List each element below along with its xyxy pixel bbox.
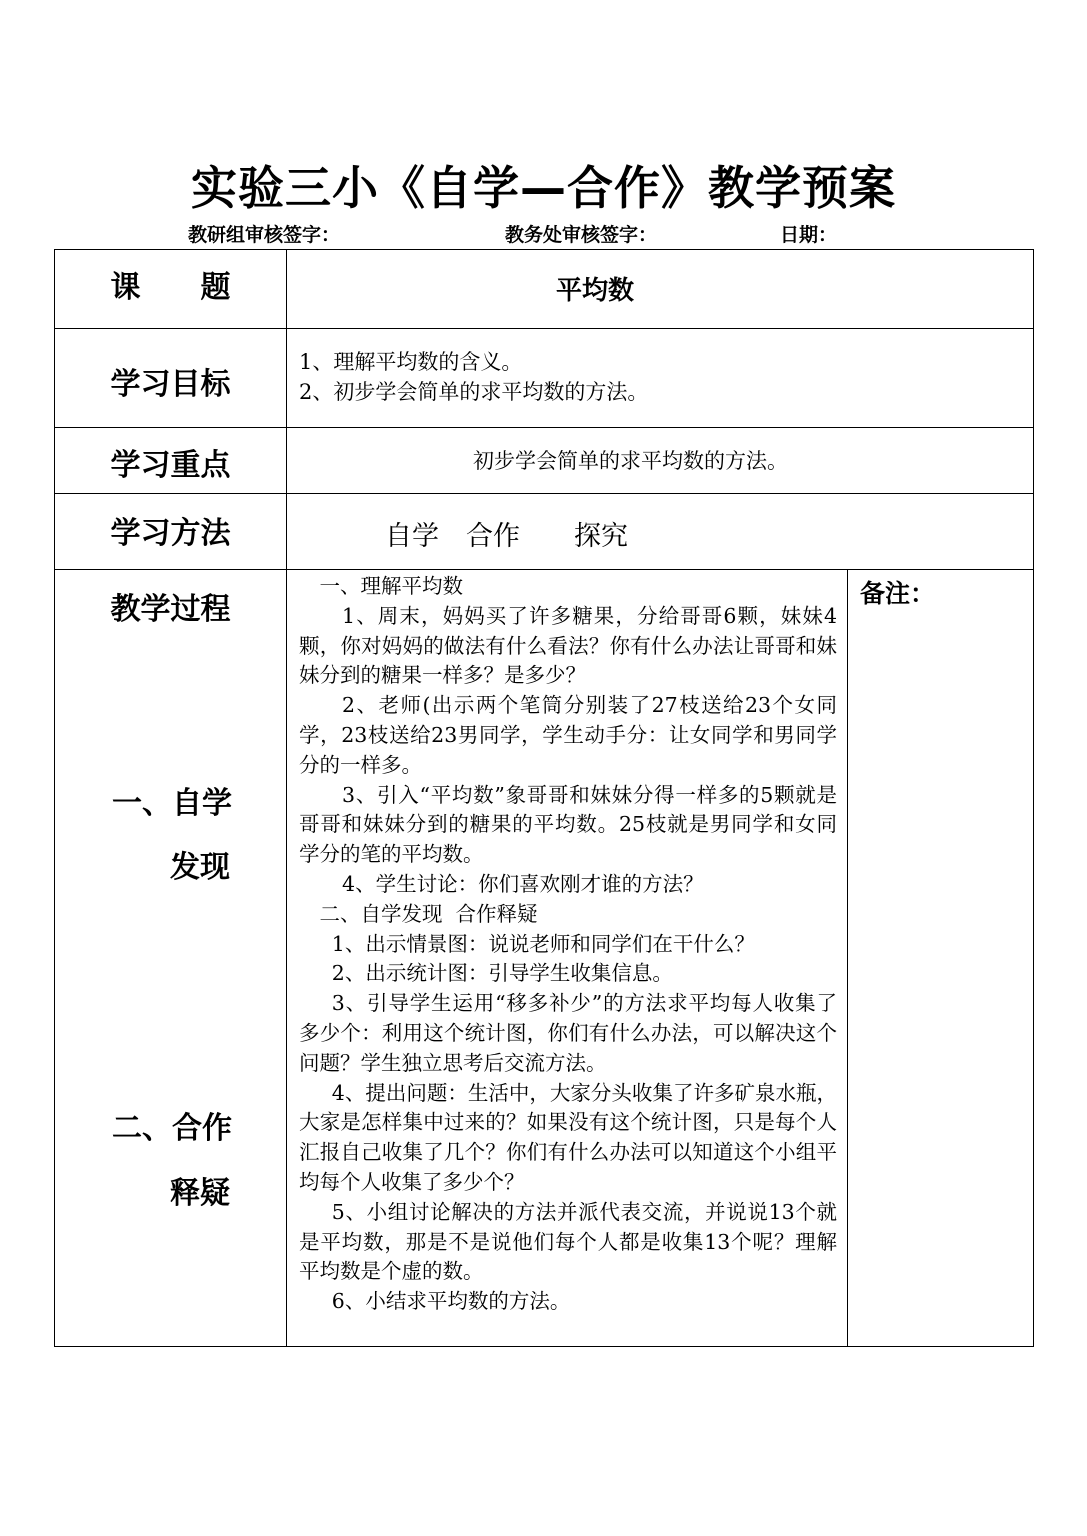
- method-label: 学习方法: [110, 516, 231, 551]
- process-line: 4、提出问题：生活中，大家分头收集了许多矿泉水瓶，大家是怎样集中过来的？如果没有这个统计图，只是每个人汇报自己收集了几个？你们有什么办法可以知道这个小组平均每个人收集了多少个？: [299, 1080, 837, 1194]
- focus-label: 学习重点: [110, 448, 231, 483]
- topic-value: 平均数: [556, 276, 635, 306]
- goal-item: 1、理解平均数的含义。: [299, 350, 523, 374]
- process-heading: 二、自学发现 合作释疑: [319, 901, 538, 926]
- section-cooperation-label: 二、合作: [112, 1111, 232, 1146]
- process-row: [55, 570, 1034, 1347]
- section-cooperation-label-2: 释疑: [170, 1176, 230, 1211]
- process-line: 1、出示情景图：说说老师和同学们在干什么？: [331, 931, 755, 956]
- process-line: 2、出示统计图：引导学生收集信息。: [331, 961, 673, 986]
- focus-value-cell: [287, 428, 1034, 494]
- goals-value-cell: [287, 329, 1034, 428]
- process-line: 4、学生讨论：你们喜欢刚才谁的方法？: [342, 871, 704, 896]
- process-label: 教学过程: [110, 592, 231, 627]
- remark-cell: [848, 570, 1034, 1347]
- topic-row: [55, 250, 1034, 329]
- goals-row: [55, 329, 1034, 428]
- process-line: 3、引导学生运用“移多补少”的方法求平均每人收集了多少个：利用这个统计图，你们有什么办法，可以解决这个问题？学生独立思考后交流方法。: [299, 991, 837, 1075]
- goals-label-cell: [55, 329, 287, 428]
- date-label: 日期：: [780, 224, 838, 246]
- method-row: [55, 494, 1034, 570]
- topic-label: 课 题: [110, 270, 231, 305]
- focus-label-cell: [55, 428, 287, 494]
- focus-row: [55, 428, 1034, 494]
- process-line: 2、老师(出示两个笔筒分别装了27枝送给23个女同学，23枝送给23男同学，学生动手分：让女同学和男同学分的一样多。: [299, 693, 837, 777]
- sign-academic-office: 教务处审核签字：: [505, 224, 658, 246]
- process-content-cell: [287, 570, 848, 1347]
- remark-label: 备注：: [860, 579, 936, 608]
- goals-label: 学习目标: [110, 367, 231, 402]
- process-line: 5、小组讨论解决的方法并派代表交流，并说说13个就是平均数，那是不是说他们每个人都是收集13个呢？理解平均数是个虚的数。: [299, 1199, 837, 1284]
- method-value: 自学 合作 探究: [385, 521, 628, 552]
- process-heading: 一、理解平均数: [319, 574, 463, 598]
- process-label-cell: [55, 570, 287, 1347]
- section-self-study-label-2: 发现: [170, 850, 230, 885]
- section-self-study-label: 一、自学: [112, 786, 232, 821]
- process-line: 3、引入“平均数”象哥哥和妹妹分得一样多的5颗就是哥哥和妹妹分到的糖果的平均数。25枝就是男同学和女同学分的笔的平均数。: [299, 782, 837, 867]
- focus-value: 初步学会简单的求平均数的方法。: [473, 449, 788, 473]
- method-label-cell: [55, 494, 287, 570]
- goal-item: 2、初步学会简单的求平均数的方法。: [299, 380, 649, 404]
- topic-label-cell: [55, 250, 287, 329]
- method-value-cell: [287, 494, 1034, 570]
- sign-teaching-group: 教研组审核签字：: [188, 224, 341, 246]
- process-line: 6、小结求平均数的方法。: [331, 1289, 571, 1314]
- lesson-plan-table: [54, 249, 1034, 1347]
- process-line: 1、周末，妈妈买了许多糖果，分给哥哥6颗，妹妹4颗，你对妈妈的做法有什么看法？你有什么办法让哥哥和妹妹分到的糖果一样多？是多少？: [299, 603, 837, 688]
- topic-value-cell: [287, 250, 1034, 329]
- document-title: 实验三小《自学—合作》教学预案: [191, 161, 896, 215]
